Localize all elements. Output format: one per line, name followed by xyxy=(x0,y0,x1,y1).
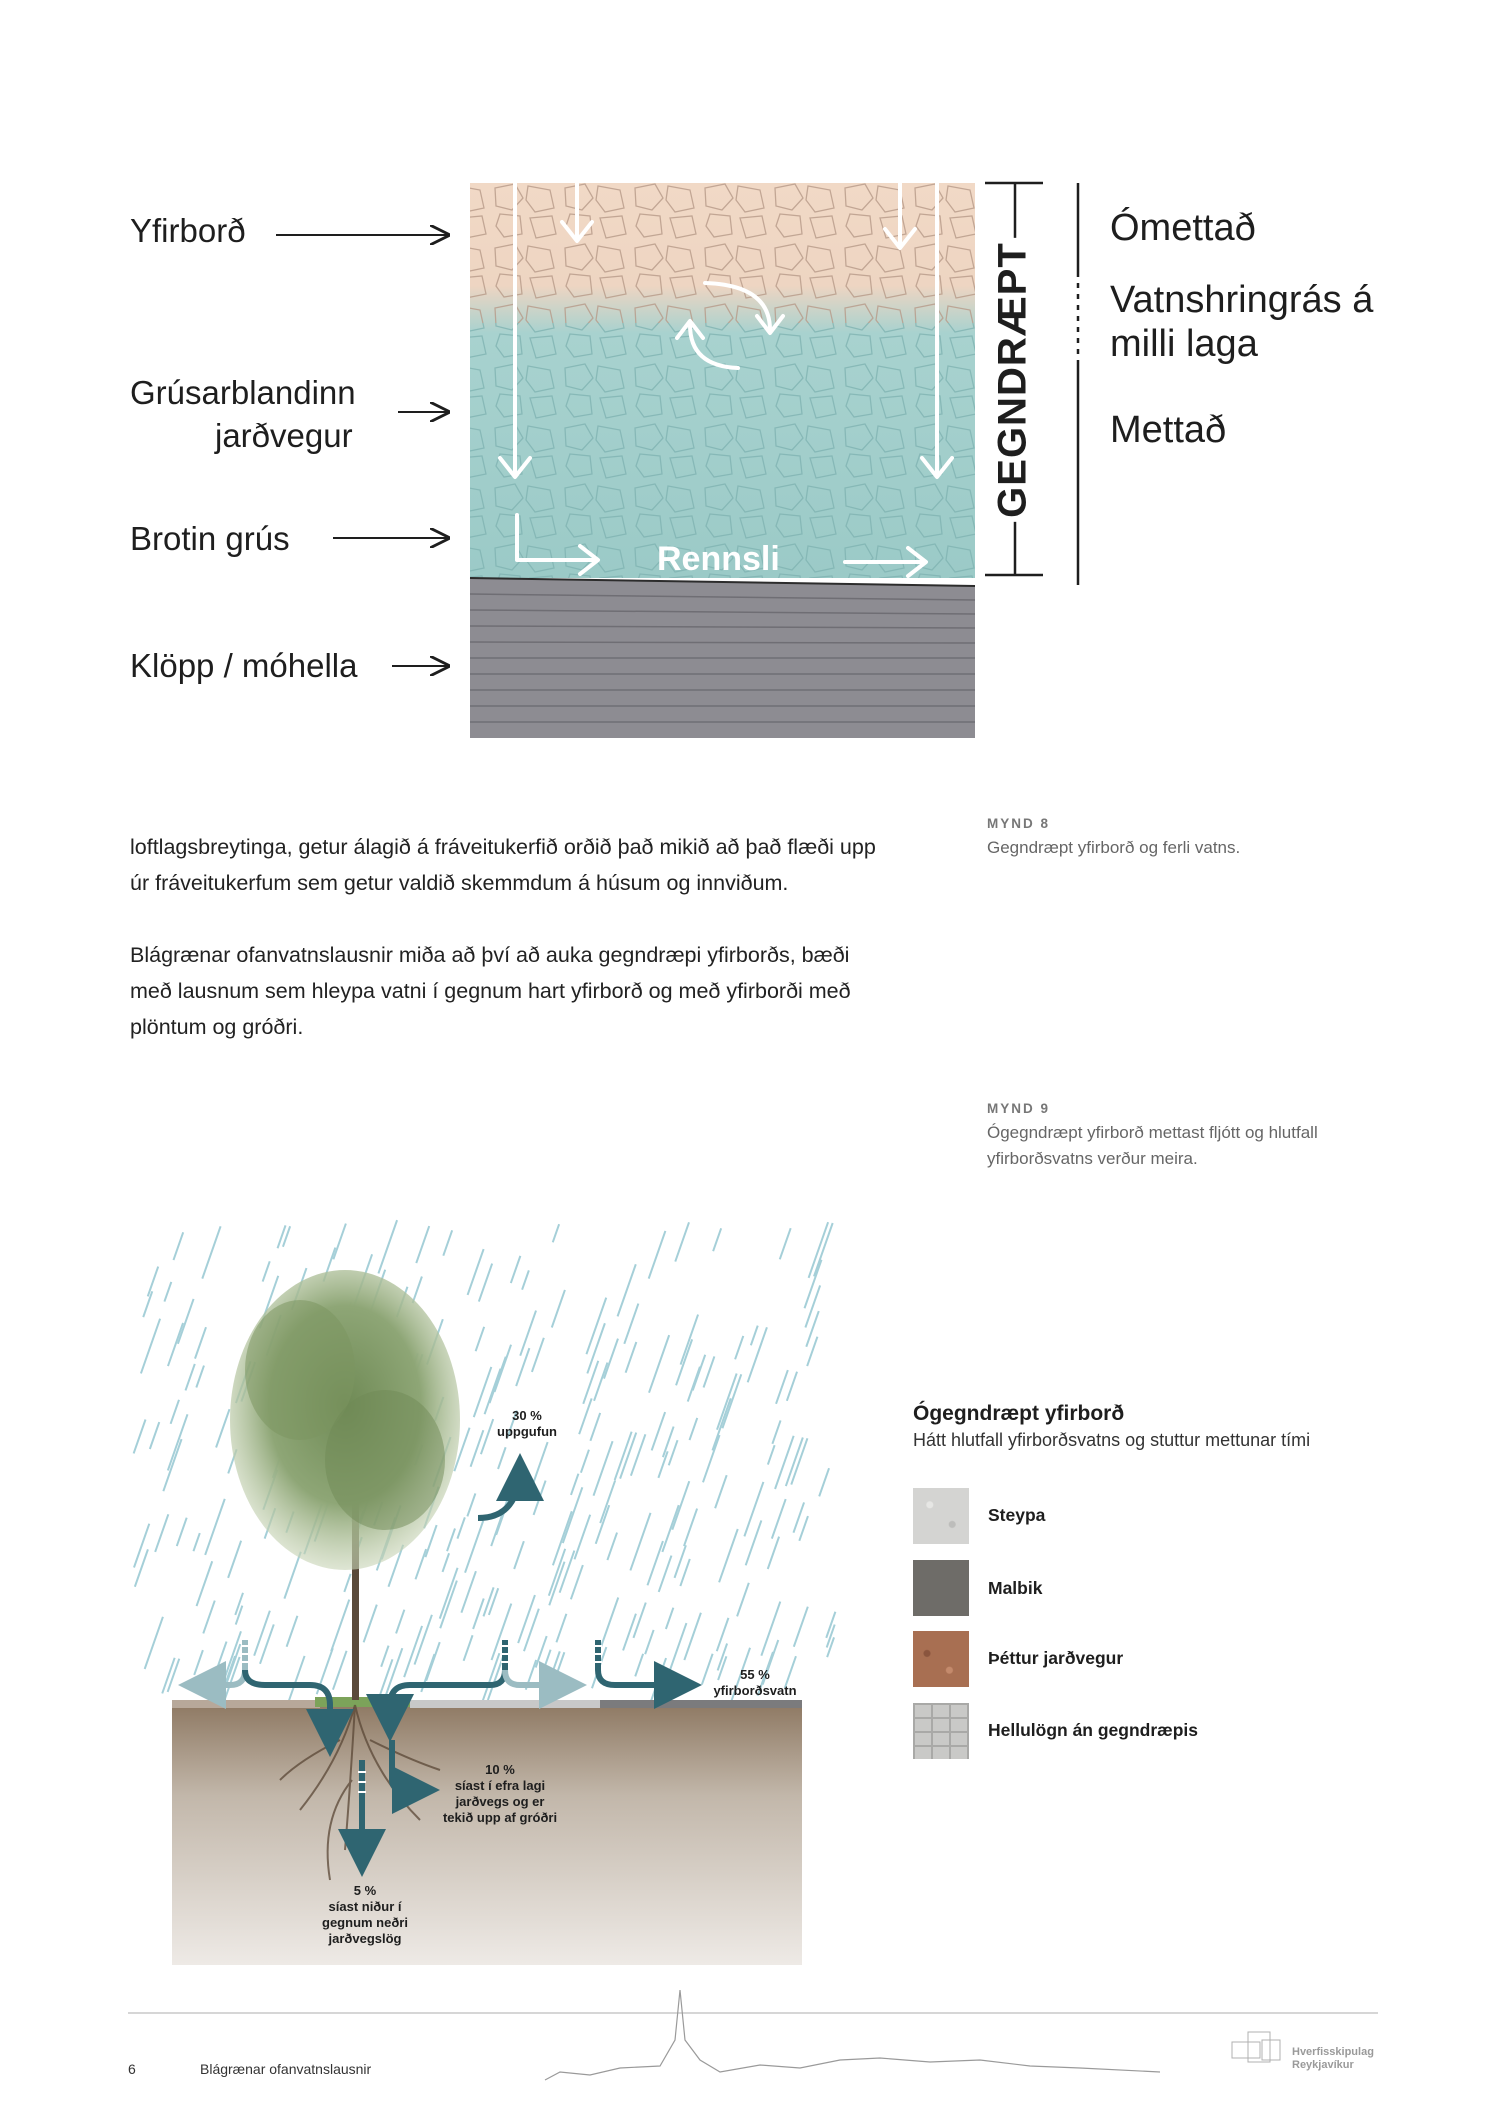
rain-streak xyxy=(440,1568,458,1619)
rain-streak xyxy=(604,1339,618,1379)
caption-label: MYND 8 xyxy=(987,816,1051,831)
body-line: Blágrænar ofanvatnslausnir miða að því að auka gegndræpi yfirborðs, bæði xyxy=(130,943,850,967)
rain-streak xyxy=(413,1276,422,1303)
label-milli-laga: milli laga xyxy=(1110,323,1258,365)
body-paragraph-2 xyxy=(130,937,960,1045)
rain-streak xyxy=(134,1420,146,1454)
rain-streak xyxy=(195,1327,206,1358)
caption-label: MYND 9 xyxy=(987,1101,1051,1116)
rain-streak xyxy=(150,1422,159,1449)
rain-streak xyxy=(676,1339,692,1385)
rain-streak xyxy=(775,1436,794,1489)
rain-streak xyxy=(141,1319,160,1374)
rain-streak xyxy=(626,1342,637,1373)
rain-streak xyxy=(542,1650,551,1676)
page-number: 6 xyxy=(128,2061,136,2077)
rain-streak xyxy=(681,1315,698,1365)
body-line: úr fráveitukerfum sem getur valdið skemmdum á húsum og innviðum. xyxy=(130,871,789,895)
rain-streak xyxy=(216,1409,229,1447)
rain-streak xyxy=(799,1516,808,1541)
rain-streak xyxy=(467,1493,475,1516)
pct-text: gegnum neðri xyxy=(322,1915,408,1930)
rain-streak xyxy=(495,1345,512,1392)
rain-streak xyxy=(479,1264,492,1302)
swatch-steypa xyxy=(913,1488,969,1544)
rain-streak xyxy=(396,1610,404,1634)
logo-line: Reykjavíkur xyxy=(1292,2059,1354,2071)
label-brotin-grus: Brotin grús xyxy=(130,520,290,557)
rain-streak xyxy=(768,1445,775,1464)
evaporation-label xyxy=(467,1408,587,1440)
rain-streak xyxy=(465,1521,483,1573)
rain-streak xyxy=(511,1256,521,1283)
rain-streak xyxy=(600,1480,615,1523)
rain-streak xyxy=(381,1646,388,1667)
footer-logo-text xyxy=(1292,2046,1374,2072)
caption-text: Gegndræpt yfirborð og ferli vatns. xyxy=(987,838,1241,857)
swatch-thettur-jardvegur xyxy=(913,1631,969,1687)
rain-streak xyxy=(563,1487,583,1543)
rain-streak xyxy=(186,1364,195,1391)
rain-streak xyxy=(618,1264,636,1316)
pct-text: jarðvegs og er xyxy=(455,1794,545,1809)
rain-streak xyxy=(761,1602,780,1656)
rain-streak xyxy=(164,1282,171,1302)
rain-streak xyxy=(205,1499,225,1555)
rain-streak xyxy=(254,1611,270,1656)
rain-streak xyxy=(624,1304,638,1344)
legend-title: Ógegndræpt yfirborð xyxy=(913,1402,1125,1425)
rain-streak xyxy=(483,1587,493,1616)
rain-streak xyxy=(284,1552,300,1599)
rain-streak xyxy=(178,1299,194,1344)
rain-streak xyxy=(719,1529,738,1582)
rain-streak xyxy=(194,1650,203,1675)
rain-streak xyxy=(145,1617,163,1669)
rain-streak xyxy=(476,1327,485,1351)
rain-streak xyxy=(490,1357,506,1403)
rain-streak xyxy=(522,1270,529,1289)
rain-streak xyxy=(571,1474,578,1495)
rain-streak xyxy=(601,1597,618,1646)
legend-item-hellulogn: Hellulögn án gegndræpis xyxy=(988,1720,1199,1740)
flow-label: Rennsli xyxy=(657,540,780,578)
soil-profile-graphic xyxy=(0,0,1500,760)
rain-streak xyxy=(737,1583,749,1617)
legend-subtitle: Hátt hlutfall yfirborðsvatns og stuttur mettunar tími xyxy=(913,1430,1311,1450)
surface-runoff-label xyxy=(690,1667,820,1699)
label-vatnshringras: Vatnshringrás á xyxy=(1110,279,1374,321)
rain-streak xyxy=(652,1412,665,1450)
rain-streak xyxy=(787,1372,797,1401)
rain-streak xyxy=(684,1613,701,1660)
legend-item-malbik: Malbik xyxy=(988,1578,1043,1598)
rain-streak xyxy=(333,1651,347,1690)
upper-infiltration-label xyxy=(420,1762,580,1826)
pct-value: 10 % xyxy=(485,1762,515,1777)
rain-streak xyxy=(688,1367,700,1402)
rain-streak xyxy=(378,1220,397,1273)
body-line: loftlagsbreytinga, getur álagið á fráveitukerfið orðið það mikið að það flæði upp xyxy=(130,835,876,859)
pct-text: síast í efra lagi xyxy=(454,1778,546,1793)
rain-streak xyxy=(793,1502,804,1532)
pct-value: 30 % xyxy=(512,1408,542,1423)
rain-streak xyxy=(806,1311,819,1347)
body-paragraph-1 xyxy=(130,829,960,901)
rain-streak xyxy=(447,1528,455,1551)
rain-streak xyxy=(177,1518,187,1546)
body-line: plöntum og gróðri. xyxy=(130,1015,304,1039)
water-distribution-illustration xyxy=(0,1200,900,1980)
rain-streak xyxy=(571,1565,583,1599)
rain-streak xyxy=(666,1608,673,1629)
rain-streak xyxy=(647,1541,662,1585)
rain-streak xyxy=(772,1499,786,1539)
pct-text: yfirborðsvatn xyxy=(713,1683,797,1698)
body-line: með lausnum sem hleypa vatni í gegnum hart yfirborð og með yfirborði með xyxy=(130,979,851,1003)
rain-streak xyxy=(776,1370,788,1404)
rain-streak xyxy=(202,1226,220,1278)
rain-streak xyxy=(675,1222,689,1261)
rain-streak xyxy=(333,1224,346,1260)
caption-fig9 xyxy=(987,1101,1318,1172)
rain-streak xyxy=(155,1514,168,1552)
rain-streak xyxy=(649,1335,669,1393)
rain-streak xyxy=(171,1400,179,1424)
rain-streak xyxy=(649,1231,666,1279)
rain-streak xyxy=(416,1226,429,1263)
legend-item-steypa: Steypa xyxy=(988,1505,1046,1525)
rain-streak xyxy=(331,1600,349,1652)
rain-streak xyxy=(168,1323,183,1366)
lower-infiltration-label xyxy=(300,1883,430,1947)
rain-streak xyxy=(163,1439,181,1491)
label-grusarblandinn: Grúsarblandinn xyxy=(130,374,356,411)
rain-streak xyxy=(662,1505,678,1552)
pct-value: 55 % xyxy=(740,1667,770,1682)
rain-streak xyxy=(134,1524,149,1568)
rain-streak xyxy=(672,1481,689,1530)
rain-streak xyxy=(263,1261,270,1281)
rain-streak xyxy=(669,1623,687,1674)
label-klopp: Klöpp / móhella xyxy=(130,647,358,684)
rain-streak xyxy=(203,1601,215,1634)
swatch-hellulogn xyxy=(913,1703,969,1759)
rain-streak xyxy=(287,1616,298,1647)
rain-streak xyxy=(489,1588,498,1615)
rain-streak xyxy=(193,1533,199,1551)
rain-streak xyxy=(514,1541,524,1569)
rain-streak xyxy=(659,1556,672,1592)
pct-value: 5 % xyxy=(353,1883,377,1898)
rain-streak xyxy=(552,1290,565,1328)
rain-streak xyxy=(794,1607,808,1647)
rain-streak xyxy=(223,1631,241,1684)
rain-streak xyxy=(425,1525,436,1557)
rain-streak xyxy=(748,1327,767,1382)
rain-streak xyxy=(596,1505,610,1544)
rain-streak xyxy=(715,1475,727,1508)
rain-streak xyxy=(532,1338,544,1372)
rain-streak xyxy=(819,1468,829,1496)
rain-streak xyxy=(415,1549,426,1579)
rain-streak xyxy=(805,1285,820,1327)
rain-streak xyxy=(633,1603,645,1638)
rain-streak xyxy=(780,1228,791,1259)
vertical-label: GEGNDRÆPT xyxy=(991,238,1036,522)
pct-text: jarðvegslög xyxy=(328,1931,402,1946)
rain-streak xyxy=(575,1515,591,1560)
caption-text: yfirborðsvatns verður meira. xyxy=(987,1149,1198,1168)
rain-streak xyxy=(717,1373,737,1429)
rain-streak xyxy=(772,1420,780,1443)
rain-streak xyxy=(492,1604,512,1660)
rain-streak xyxy=(468,1249,484,1295)
rain-streak xyxy=(443,1553,450,1572)
rain-streak xyxy=(768,1537,779,1569)
label-yfirbord: Yfirborð xyxy=(130,212,246,249)
rain-streak xyxy=(443,1230,452,1255)
logo-line: Hverfisskipulag xyxy=(1292,2046,1374,2058)
rain-streak xyxy=(532,1442,547,1486)
rain-streak xyxy=(135,1549,148,1586)
rain-streak xyxy=(440,1581,457,1629)
rain-streak xyxy=(196,1366,204,1388)
rain-streak xyxy=(645,1630,653,1654)
rain-streak xyxy=(751,1326,758,1346)
rain-streak xyxy=(498,1447,506,1469)
label-mettad: Mettað xyxy=(1110,409,1227,451)
rain-streak xyxy=(735,1336,743,1359)
rain-streak xyxy=(814,1223,833,1276)
legend xyxy=(913,1402,1383,1451)
rain-streak xyxy=(623,1614,636,1651)
swatch-malbik xyxy=(913,1560,969,1616)
rain-streak xyxy=(684,1509,697,1546)
rain-streak xyxy=(594,1441,613,1496)
rain-streak xyxy=(712,1398,730,1450)
rain-streak xyxy=(473,1599,484,1629)
rain-streak xyxy=(553,1224,559,1242)
rain-streak xyxy=(669,1440,678,1465)
rain-streak xyxy=(704,1356,715,1387)
rain-streak xyxy=(703,1435,720,1482)
pct-text: síast niður í xyxy=(328,1899,402,1914)
rain-streak xyxy=(590,1413,600,1441)
pct-text: uppgufun xyxy=(497,1424,557,1439)
rain-streak xyxy=(344,1574,350,1592)
rain-streak xyxy=(556,1614,566,1643)
rain-streak xyxy=(581,1450,589,1473)
rain-streak xyxy=(680,1559,689,1586)
rain-streak xyxy=(464,1635,473,1661)
rain-streak xyxy=(228,1541,241,1578)
rain-streak xyxy=(235,1593,243,1615)
rain-streak xyxy=(690,1418,698,1440)
soil-profile-diagram xyxy=(0,0,1500,760)
rain-streak xyxy=(722,1374,741,1428)
legend-item-thettur-jardvegur: Þéttur jarðvegur xyxy=(988,1648,1124,1668)
rain-streak xyxy=(744,1482,763,1536)
rain-streak xyxy=(635,1654,643,1677)
pct-text: tekið upp af gróðri xyxy=(442,1810,558,1825)
caption-text: Ógegndræpt yfirborð mettast fljótt og hlutfall xyxy=(987,1123,1318,1142)
rain-streak xyxy=(534,1481,546,1515)
rain-streak xyxy=(630,1513,650,1571)
rain-streak xyxy=(426,1642,440,1681)
rain-streak xyxy=(461,1571,476,1613)
rain-streak xyxy=(516,1348,529,1386)
caption-fig8 xyxy=(987,816,1240,861)
rain-streak xyxy=(457,1517,464,1538)
rain-streak xyxy=(607,1533,617,1561)
rain-streak xyxy=(364,1605,377,1643)
rain-streak xyxy=(197,1561,213,1606)
rain-streak xyxy=(173,1232,183,1260)
label-jardvegur: jarðvegur xyxy=(215,417,353,454)
footer-title: Blágrænar ofanvatnslausnir xyxy=(200,2061,372,2077)
rain-streak xyxy=(524,1609,539,1652)
rain-streak xyxy=(518,1595,535,1643)
label-omettad: Ómettað xyxy=(1110,207,1256,249)
rain-streak xyxy=(713,1228,721,1251)
